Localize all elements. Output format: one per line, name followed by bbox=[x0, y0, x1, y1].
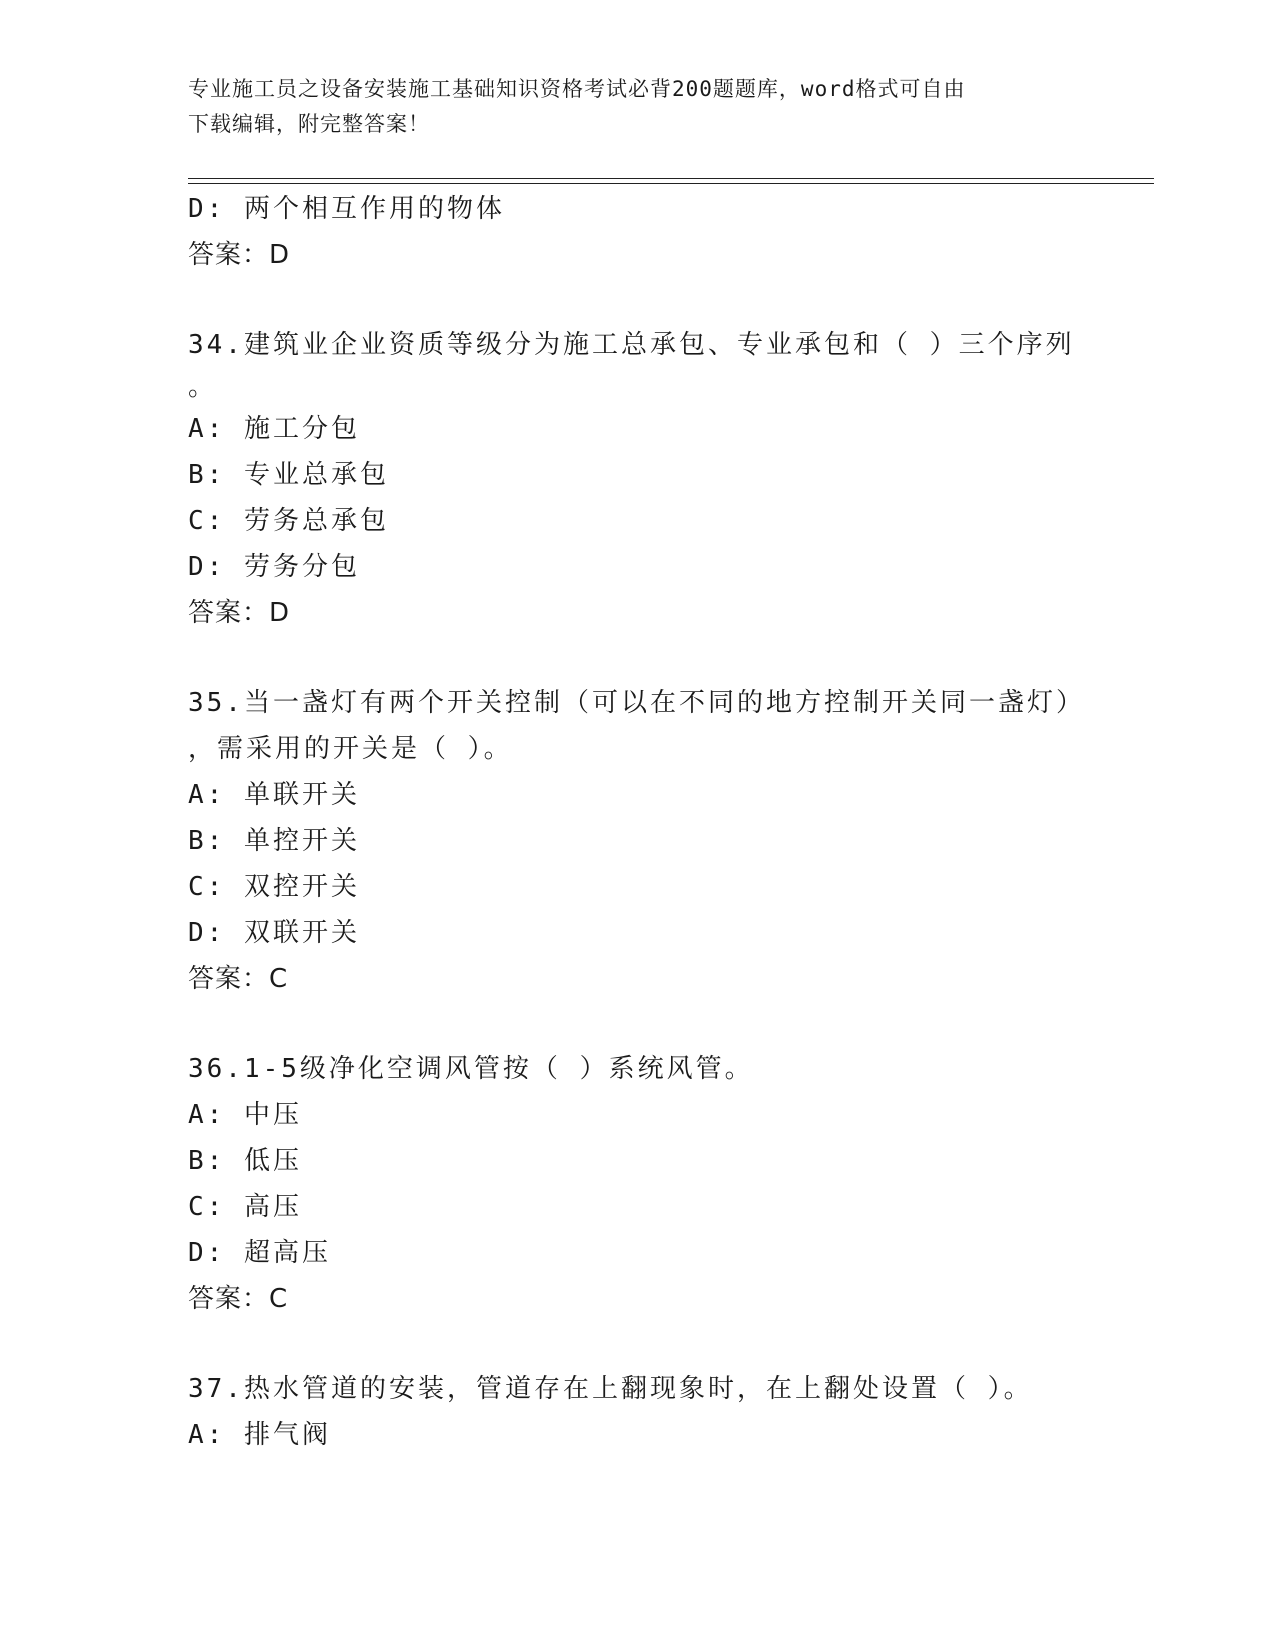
option-c: C: 双控开关 bbox=[188, 872, 360, 902]
question-35 bbox=[188, 680, 1088, 1002]
option-a: A: 中压 bbox=[188, 1100, 302, 1130]
option-c: C: 高压 bbox=[188, 1192, 302, 1222]
option-d: D: 双联开关 bbox=[188, 918, 360, 948]
question-stem: 34.建筑业企业资质等级分为施工总承包、专业承包和（ ）三个序列 bbox=[188, 330, 1075, 360]
header-divider bbox=[188, 178, 1154, 184]
option-b: B: 单控开关 bbox=[188, 826, 360, 856]
option-a: A: 单联开关 bbox=[188, 780, 360, 810]
question-stem-continued: 。 bbox=[188, 372, 218, 402]
document-header bbox=[188, 72, 1068, 142]
option-d: D: 劳务分包 bbox=[188, 552, 360, 582]
answer-line: 答案：C bbox=[188, 964, 289, 994]
header-title-line-1: 专业施工员之设备安装施工基础知识资格考试必背200题题库，word格式可自由 bbox=[188, 77, 966, 101]
question-34 bbox=[188, 322, 1088, 636]
document-body bbox=[188, 186, 1088, 1458]
answer-line: 答案：D bbox=[188, 598, 291, 628]
header-title-line-2: 下载编辑，附完整答案！ bbox=[188, 112, 430, 136]
question-stem-continued: ，需采用的开关是（ ）。 bbox=[188, 734, 513, 764]
question-37 bbox=[188, 1366, 1088, 1458]
question-stem: 36.1-5级净化空调风管按（ ）系统风管。 bbox=[188, 1054, 754, 1084]
answer-line: 答案：C bbox=[188, 1284, 289, 1314]
option-a: A: 施工分包 bbox=[188, 414, 360, 444]
option-b: B: 专业总承包 bbox=[188, 460, 389, 490]
carryover-block bbox=[188, 186, 1088, 278]
option-a: A: 排气阀 bbox=[188, 1420, 331, 1450]
question-stem: 37.热水管道的安装，管道存在上翻现象时，在上翻处设置（ ）。 bbox=[188, 1374, 1033, 1404]
question-stem: 35.当一盏灯有两个开关控制（可以在不同的地方控制开关同一盏灯） bbox=[188, 688, 1085, 718]
option-d: D: 两个相互作用的物体 bbox=[188, 194, 505, 224]
answer-line: 答案：D bbox=[188, 240, 291, 270]
option-b: B: 低压 bbox=[188, 1146, 302, 1176]
question-36 bbox=[188, 1046, 1088, 1322]
option-d: D: 超高压 bbox=[188, 1238, 331, 1268]
option-c: C: 劳务总承包 bbox=[188, 506, 389, 536]
